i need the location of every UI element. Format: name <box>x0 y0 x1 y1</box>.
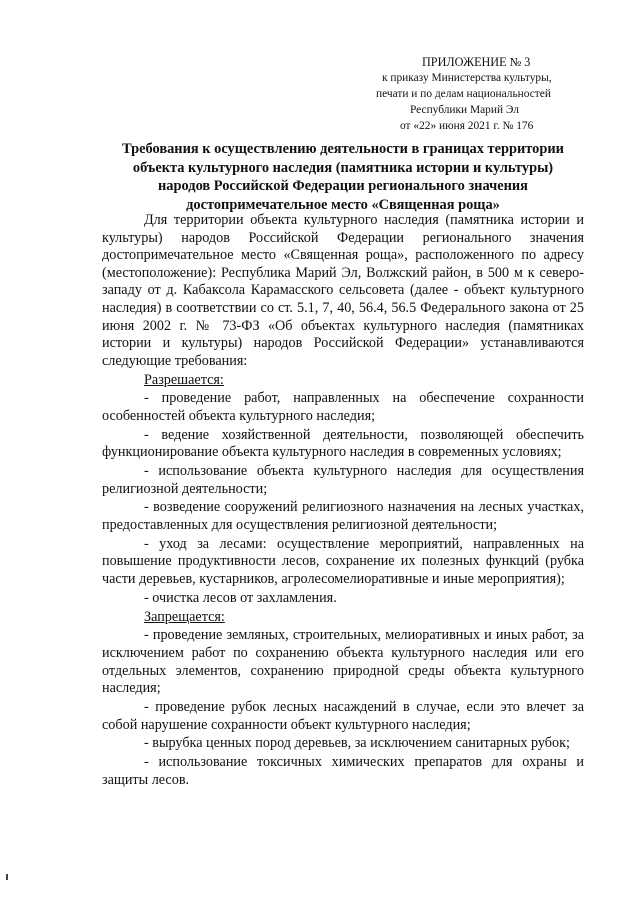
forbidden-item: - проведение рубок лесных насаждений в случае, если это влечет за собой нарушение сохранности объект культурного наследия; <box>102 698 584 733</box>
allowed-item: - возведение сооружений религиозного назначения на лесных участках, предоставленных для осуществления религиозной деятельности; <box>102 499 584 534</box>
forbidden-item: - использование токсичных химических препаратов для охраны и защиты лесов. <box>102 754 584 788</box>
title-line: достопримечательное место «Священная роща» <box>186 196 500 213</box>
appendix-line: печати и по делам национальностей <box>376 88 551 100</box>
allowed-item: - очистка лесов от захламления. <box>144 589 337 606</box>
document-body <box>102 212 584 789</box>
title-line: Требования к осуществлению деятельности в границах территории <box>122 141 564 157</box>
appendix-line: Республики Марий Эл <box>410 104 519 116</box>
allowed-item: - проведение работ, направленных на обеспечение сохранности особенностей объекта культурного наследия; <box>102 390 584 424</box>
scan-mark <box>6 874 8 880</box>
appendix-header <box>350 54 590 134</box>
allowed-heading: Разрешается: <box>144 371 224 388</box>
document-title <box>100 140 586 214</box>
title-line: народов Российской Федерации регионального значения <box>158 178 528 195</box>
forbidden-item: - проведение земляных, строительных, мелиоративных и иных работ, за исключением работ по сохранению объекта культурного наследия или его отдельных элементов, сохранению природной среды объекта культурного наследия; <box>102 627 584 697</box>
title-line: объекта культурного наследия (памятника истории и культуры) <box>132 159 554 176</box>
allowed-item: - использование объекта культурного наследия для осуществления религиозной деятельности; <box>102 463 584 497</box>
intro-paragraph: Для территории объекта культурного наследия (памятника истории и культуры) народов Российской Федерации регионального значения достопримечательное место «Священная роща», расположенного по адресу (местоположение): Республика Марий Эл, Волжский район, в 500 м к северо-западу от д. Кабаксола Карамасского сельсовета (далее - объект культурного наследия) в соответствии со ст. 5.1, 7, 40, 56.4, 56.5 Федерального закона от 25 июня 2002 г. № 73-ФЗ «Об объектах культурного наследия (памятниках истории и культуры) народов Российской Федерации» устанавливаются следующие требования: <box>102 212 584 369</box>
forbidden-heading: Запрещается: <box>144 608 225 625</box>
allowed-item: - уход за лесами: осуществление мероприятий, направленных на повышение продуктивности лесов, сохранение их полезных функций (рубка части деревьев, кустарников, агролесомелиоративные и иные мероприятия); <box>102 535 584 587</box>
appendix-line: к приказу Министерства культуры, <box>382 72 552 84</box>
appendix-title: ПРИЛОЖЕНИЕ № 3 <box>422 55 531 69</box>
allowed-item: - ведение хозяйственной деятельности, позволяющей обеспечить функционирование объекта культурного наследия в современных условиях; <box>102 426 584 461</box>
forbidden-item: - вырубка ценных пород деревьев, за исключением санитарных рубок; <box>144 735 570 752</box>
appendix-date: от «22» июня 2021 г. № 176 <box>400 120 534 132</box>
